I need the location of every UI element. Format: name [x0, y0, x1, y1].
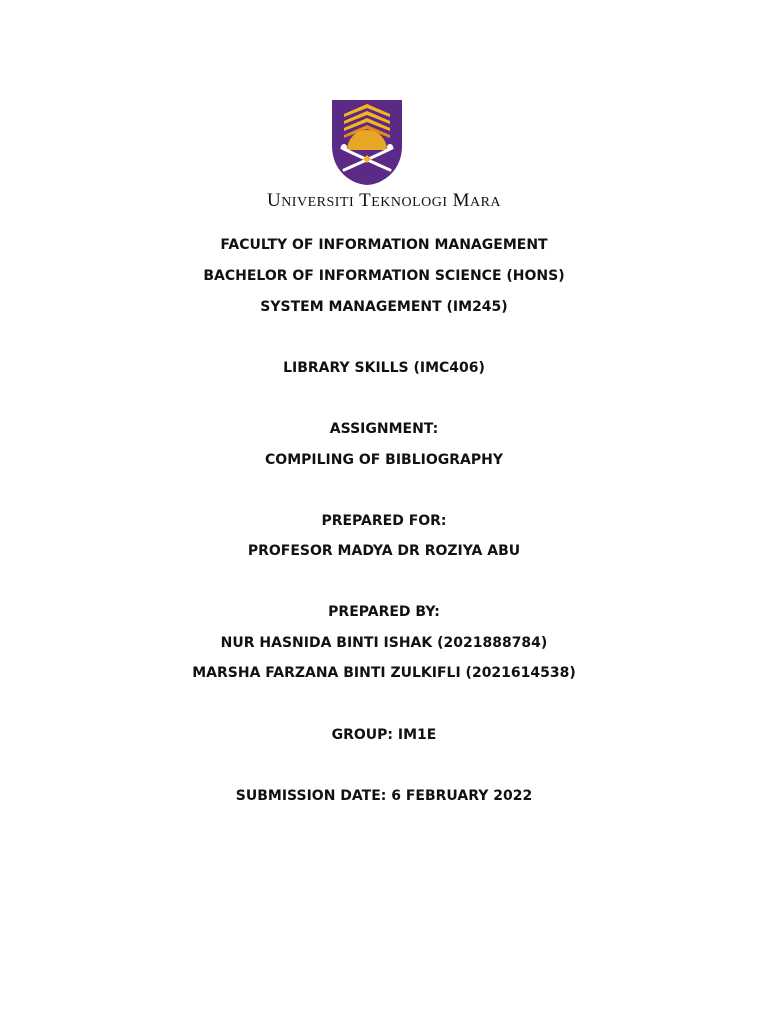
assignment-title: COMPILING OF BIBLIOGRAPHY [265, 452, 503, 468]
faculty-name: FACULTY OF INFORMATION MANAGEMENT [220, 237, 548, 253]
prepared-by-label: PREPARED BY: [328, 604, 440, 620]
group-info: GROUP: IM1E [331, 727, 437, 743]
lecturer-name: PROFESOR MADYA DR ROZIYA ABU [247, 543, 521, 559]
course-name: SYSTEM MANAGEMENT (IM245) [260, 299, 508, 315]
subject-name: LIBRARY SKILLS (IMC406) [283, 360, 485, 376]
uitm-crest-logo [332, 100, 402, 185]
student-name-2: MARSHA FARZANA BINTI ZULKIFLI (2021614538) [192, 665, 576, 681]
programme-name: BACHELOR OF INFORMATION SCIENCE (HONS) [203, 268, 565, 284]
submission-date: SUBMISSION DATE: 6 FEBRUARY 2022 [235, 788, 533, 804]
assignment-label: ASSIGNMENT: [329, 421, 439, 437]
student-name-1: NUR HASNIDA BINTI ISHAK (2021888784) [220, 635, 548, 651]
prepared-for-label: PREPARED FOR: [321, 513, 447, 529]
university-name: UNIVERSITI TEKNOLOGI MARA [266, 190, 502, 211]
